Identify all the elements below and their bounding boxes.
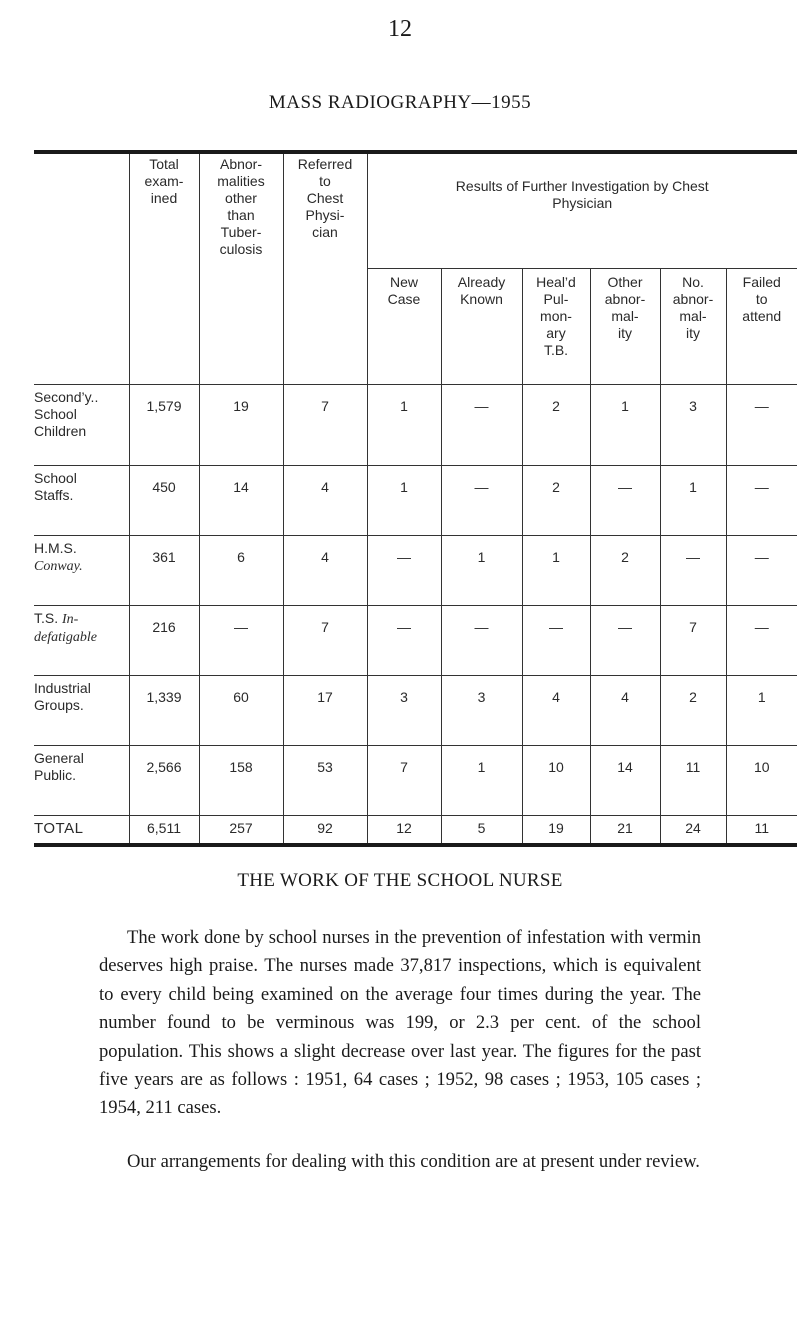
cell-referred: 7 [283, 606, 367, 676]
cell-healed-tb: 2 [522, 385, 590, 466]
row-label [34, 676, 129, 746]
cell-new-case: 1 [367, 466, 441, 536]
total-healed-tb: 19 [522, 816, 590, 846]
cell-no-abnormality: 2 [660, 676, 726, 746]
row-label-text: H.M.S. [34, 540, 77, 556]
total-abnormalities: 257 [199, 816, 283, 846]
table-header-row [34, 152, 797, 269]
row-label-text: School Staffs. [34, 470, 77, 503]
cell-healed-tb: 2 [522, 466, 590, 536]
cell-no-abnormality: — [660, 536, 726, 606]
cell-total-examined: 1,339 [129, 676, 199, 746]
cell-no-abnormality: 11 [660, 746, 726, 816]
total-referred: 92 [283, 816, 367, 846]
cell-healed-tb: 10 [522, 746, 590, 816]
cell-no-abnormality: 7 [660, 606, 726, 676]
cell-no-abnormality: 3 [660, 385, 726, 466]
cell-already-known: 1 [441, 536, 522, 606]
cell-failed-to-attend: — [726, 536, 797, 606]
cell-referred: 4 [283, 536, 367, 606]
cell-healed-tb: — [522, 606, 590, 676]
row-label [34, 466, 129, 536]
cell-abnormalities: 19 [199, 385, 283, 466]
cell-total-examined: 1,579 [129, 385, 199, 466]
page-title: MASS RADIOGRAPHY—1955 [268, 92, 532, 113]
table-row [34, 536, 797, 606]
cell-healed-tb: 4 [522, 676, 590, 746]
table-total-row [34, 816, 797, 846]
cell-already-known: — [441, 606, 522, 676]
cell-referred: 53 [283, 746, 367, 816]
header-total-examined: Total exam- ined [129, 152, 199, 385]
cell-already-known: 3 [441, 676, 522, 746]
cell-total-examined: 450 [129, 466, 199, 536]
row-label-text: General Public. [34, 750, 84, 783]
row-label-italic-text: In- defatigable [34, 612, 97, 645]
header-results-group: Results of Further Investigation by Chest Physician [367, 152, 797, 269]
cell-new-case: 7 [367, 746, 441, 816]
header-referred: Referred to Chest Physi- cian [283, 152, 367, 385]
total-other-abnormality: 21 [590, 816, 660, 846]
cell-failed-to-attend: — [726, 385, 797, 466]
cell-already-known: 1 [441, 746, 522, 816]
total-total-examined: 6,511 [129, 816, 199, 846]
cell-abnormalities: 14 [199, 466, 283, 536]
cell-healed-tb: 1 [522, 536, 590, 606]
cell-already-known: — [441, 385, 522, 466]
cell-failed-to-attend: 10 [726, 746, 797, 816]
mass-radiography-table [34, 150, 797, 847]
table-row [34, 746, 797, 816]
cell-total-examined: 2,566 [129, 746, 199, 816]
row-label [34, 606, 129, 676]
total-already-known: 5 [441, 816, 522, 846]
cell-other-abnormality: 2 [590, 536, 660, 606]
header-healed-tb: Heal’d Pul- mon- ary T.B. [522, 269, 590, 385]
cell-total-examined: 361 [129, 536, 199, 606]
cell-abnormalities: — [199, 606, 283, 676]
section-heading: THE WORK OF THE SCHOOL NURSE [237, 870, 563, 891]
cell-other-abnormality: — [590, 466, 660, 536]
cell-already-known: — [441, 466, 522, 536]
row-label-text: Industrial Groups. [34, 680, 91, 713]
total-no-abnormality: 24 [660, 816, 726, 846]
cell-other-abnormality: — [590, 606, 660, 676]
page-number: 12 [388, 16, 412, 42]
header-no-abnormality: No. abnor- mal- ity [660, 269, 726, 385]
cell-other-abnormality: 14 [590, 746, 660, 816]
cell-new-case: 3 [367, 676, 441, 746]
cell-other-abnormality: 1 [590, 385, 660, 466]
cell-new-case: 1 [367, 385, 441, 466]
body-paragraph: The work done by school nurses in the prevention of infestation with vermin deserves high praise. The nurses made 37,817 inspections, which is equivalent to every child being examined on the average four times during the year. The number found to be verminous was 199, or 2.3 per cent. of the school population. This shows a slight decrease over last year. The figures for the past five years are as follows : 1951, 64 cases ; 1952, 98 cases ; 1953, 105 cases ; 1954, 211 cases. [99, 927, 701, 1119]
cell-abnormalities: 158 [199, 746, 283, 816]
header-new-case: New Case [367, 269, 441, 385]
cell-failed-to-attend: 1 [726, 676, 797, 746]
table-row [34, 466, 797, 536]
header-other-abnormality: Other abnor- mal- ity [590, 269, 660, 385]
row-label-italic-text: Conway. [34, 559, 83, 574]
header-empty [34, 152, 129, 385]
row-label [34, 385, 129, 466]
table-row [34, 385, 797, 466]
cell-total-examined: 216 [129, 606, 199, 676]
cell-referred: 4 [283, 466, 367, 536]
cell-other-abnormality: 4 [590, 676, 660, 746]
cell-new-case: — [367, 606, 441, 676]
cell-new-case: — [367, 536, 441, 606]
cell-no-abnormality: 1 [660, 466, 726, 536]
row-label [34, 746, 129, 816]
cell-failed-to-attend: — [726, 606, 797, 676]
cell-abnormalities: 6 [199, 536, 283, 606]
total-new-case: 12 [367, 816, 441, 846]
row-label [34, 536, 129, 606]
cell-referred: 17 [283, 676, 367, 746]
header-failed-to-attend: Failed to attend [726, 269, 797, 385]
total-label: TOTAL [34, 816, 129, 846]
header-already-known: Already Known [441, 269, 522, 385]
table-row [34, 676, 797, 746]
cell-failed-to-attend: — [726, 466, 797, 536]
total-failed-to-attend: 11 [726, 816, 797, 846]
body-paragraph: Our arrangements for dealing with this condition are at present under review. [127, 1151, 700, 1172]
header-abnormalities: Abnor- malities other than Tuber- culosis [199, 152, 283, 385]
cell-referred: 7 [283, 385, 367, 466]
cell-abnormalities: 60 [199, 676, 283, 746]
table-row [34, 606, 797, 676]
row-label-text: T.S. [34, 610, 63, 626]
row-label-text: Second’y.. School Children [34, 389, 99, 439]
